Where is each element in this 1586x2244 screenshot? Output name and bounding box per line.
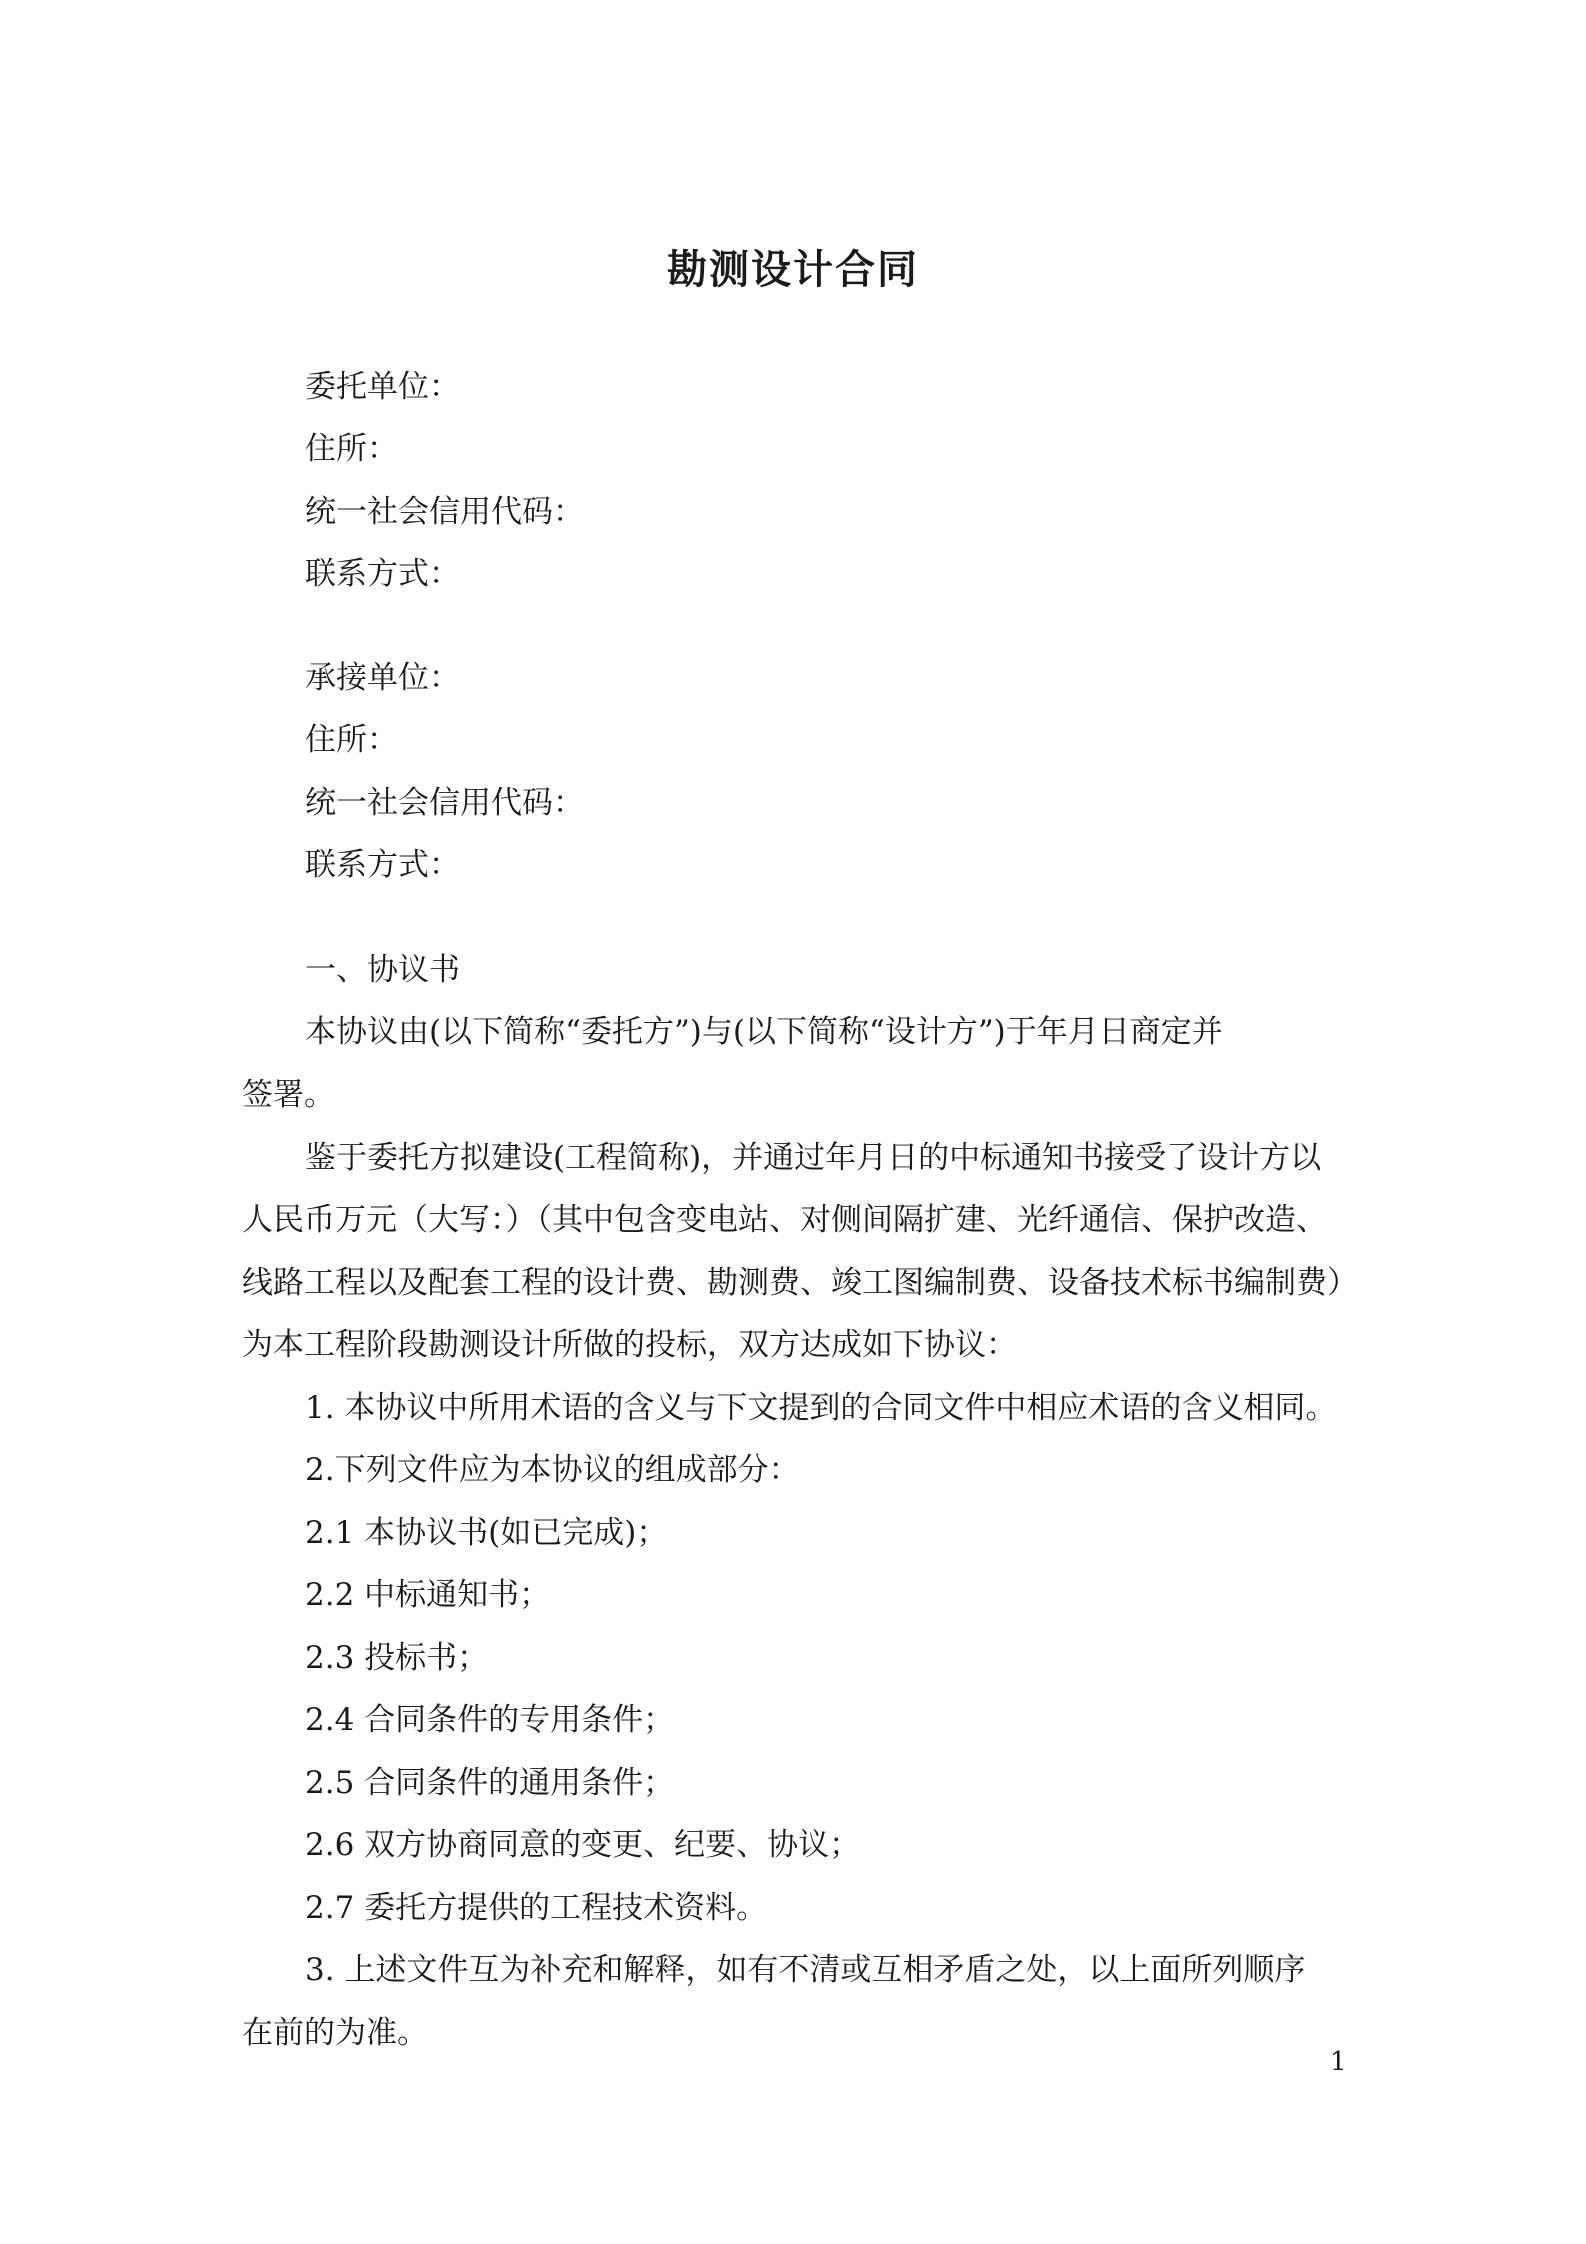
clause-2-6: 2.6 双方协商同意的变更、纪要、协议； xyxy=(305,1827,861,1863)
contractor-unit-label: 承接单位： xyxy=(305,660,460,696)
clause-2-2: 2.2 中标通知书； xyxy=(305,1577,551,1613)
client-credit-code-label: 统一社会信用代码： xyxy=(305,494,584,530)
clause-3-line-2: 在前的为准。 xyxy=(242,2015,428,2051)
section-heading: 一、协议书 xyxy=(305,952,460,988)
clause-2-5: 2.5 合同条件的通用条件； xyxy=(305,1765,675,1801)
clause-2-7: 2.7 委托方提供的工程技术资料。 xyxy=(305,1890,768,1926)
clause-2-3: 2.3 投标书； xyxy=(305,1640,489,1676)
document-title: 勘测设计合同 xyxy=(667,246,919,293)
client-contact-label: 联系方式： xyxy=(305,556,460,592)
paragraph-2-line-4: 为本工程阶段勘测设计所做的投标，双方达成如下协议： xyxy=(242,1327,1017,1363)
paragraph-2-line-3: 线路工程以及配套工程的设计费、勘测费、竣工图编制费、设备技术标书编制费） xyxy=(242,1265,1358,1301)
client-unit-label: 委托单位： xyxy=(305,369,460,405)
page-number: 1 xyxy=(1330,2047,1347,2077)
clause-1: 1. 本协议中所用术语的含义与下文提到的合同文件中相应术语的含义相同。 xyxy=(305,1390,1337,1426)
contractor-address-label: 住所： xyxy=(305,722,398,758)
clause-3-line-1: 3. 上述文件互为补充和解释，如有不清或互相矛盾之处，以上面所列顺序 xyxy=(305,1952,1306,1988)
contractor-credit-code-label: 统一社会信用代码： xyxy=(305,785,584,821)
paragraph-1-line-2: 签署。 xyxy=(242,1077,335,1113)
client-address-label: 住所： xyxy=(305,431,398,467)
clause-2-1: 2.1 本协议书(如已完成)； xyxy=(305,1515,668,1551)
contractor-contact-label: 联系方式： xyxy=(305,847,460,883)
clause-2: 2.下列文件应为本协议的组成部分： xyxy=(305,1452,800,1488)
paragraph-2-line-1: 鉴于委托方拟建设(工程简称)，并通过年月日的中标通知书接受了设计方以 xyxy=(305,1140,1322,1176)
paragraph-2-line-2: 人民币万元（大写：）（其中包含变电站、对侧间隔扩建、光纤通信、保护改造、 xyxy=(242,1202,1327,1238)
paragraph-1-line-1: 本协议由(以下简称“委托方”)与(以下简称“设计方”)于年月日商定并 xyxy=(305,1014,1223,1050)
clause-2-4: 2.4 合同条件的专用条件； xyxy=(305,1702,675,1738)
